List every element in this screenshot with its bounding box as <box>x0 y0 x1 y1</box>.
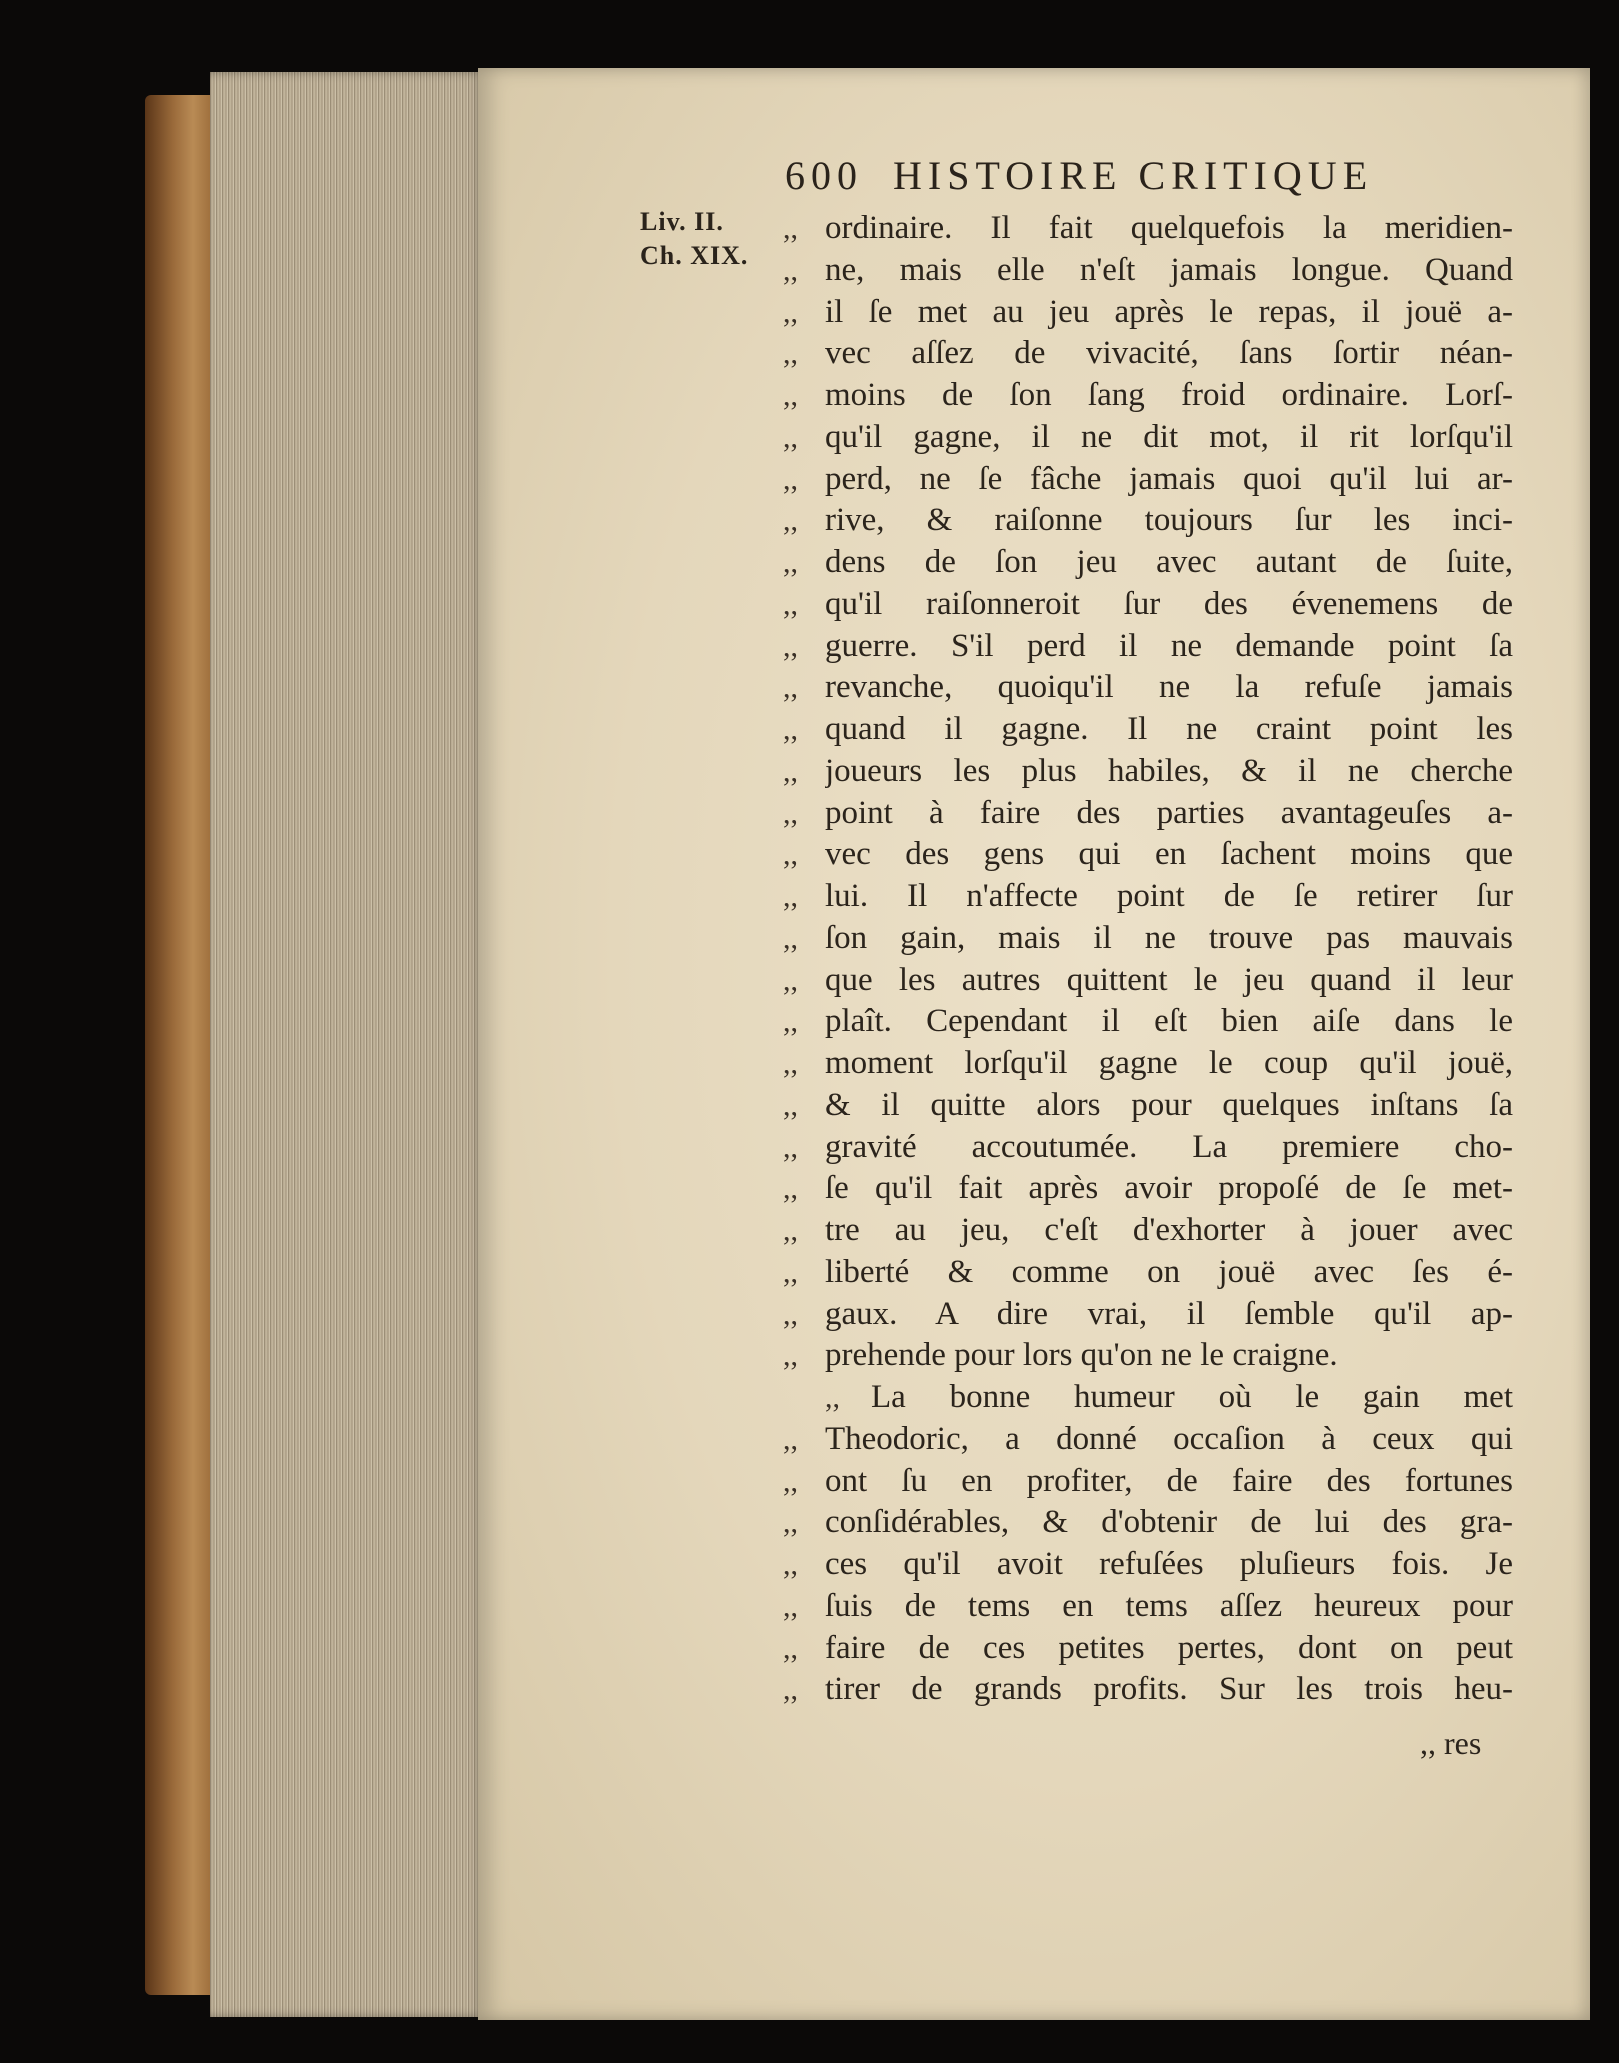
line-text: ont ſu en profiter, de faire des fortunes <box>825 1462 1513 1499</box>
quote-mark: ,, <box>783 546 798 579</box>
text-line <box>783 876 1513 918</box>
line-text: tirer de grands profits. Sur les trois heu- <box>825 1671 1513 1708</box>
quote-mark: ,, <box>783 253 798 287</box>
line-text: Theodoric, a donné occaſion à ceux qui <box>825 1420 1513 1457</box>
quote-mark: ,, <box>783 1548 798 1581</box>
quote-mark: ,, <box>783 754 798 788</box>
text-line <box>783 1085 1513 1127</box>
quote-mark: ,, <box>783 713 798 746</box>
text-line <box>783 542 1513 584</box>
line-text: vec aſſez de vivacité, ſans ſortir néan- <box>825 335 1513 372</box>
line-text: qu'il raiſonneroit ſur des évenemens de <box>825 585 1513 622</box>
quote-mark: ,, <box>783 796 798 830</box>
page-number: 600 <box>785 153 863 198</box>
quote-mark: ,, <box>783 295 798 329</box>
quote-mark: ,, <box>783 963 798 997</box>
text-line <box>783 1210 1513 1252</box>
quote-mark: ,, <box>783 1631 798 1665</box>
line-text: gaux. A dire vrai, il ſemble qu'il ap- <box>825 1295 1513 1332</box>
line-text: ne, mais elle n'eſt jamais longue. Quand <box>825 251 1513 288</box>
text-line <box>783 1335 1513 1377</box>
line-text: il ſe met au jeu après le repas, il jouë a- <box>825 293 1513 330</box>
quote-mark: ,, <box>783 921 798 955</box>
line-text: moment lorſqu'il gagne le coup qu'il jouë, <box>825 1045 1513 1081</box>
text-line <box>783 1544 1513 1586</box>
line-text: faire de ces petites pertes, dont on peut <box>825 1629 1513 1666</box>
margin-note <box>640 205 780 273</box>
line-text: dens de ſon jeu avec autant de ſuite, <box>825 544 1513 580</box>
quote-mark: ,, <box>783 1047 798 1080</box>
quote-mark: ,, <box>783 212 798 245</box>
body-text <box>783 208 1513 1711</box>
text-line <box>783 1586 1513 1628</box>
text-line <box>783 208 1513 250</box>
line-text: ſon gain, mais il ne trouve pas mauvais <box>825 919 1513 956</box>
line-text: guerre. S'il perd il ne demande point ſa <box>825 627 1513 664</box>
line-text: prehende pour lors qu'on ne le craigne. <box>825 1337 1338 1374</box>
text-line <box>783 375 1513 417</box>
line-text: ordinaire. Il fait quelquefois la meridien- <box>825 210 1513 246</box>
line-text: ſe qu'il fait après avoir propoſé de ſe met- <box>825 1170 1513 1207</box>
quote-mark: ,, <box>783 1673 798 1707</box>
text-line <box>783 960 1513 1002</box>
quote-mark: ,, <box>783 1464 798 1498</box>
quote-mark: ,, <box>783 587 798 621</box>
quote-mark: ,, <box>783 420 798 454</box>
text-line <box>783 500 1513 542</box>
line-text: gravité accoutumée. La premiere cho- <box>825 1128 1513 1165</box>
text-line <box>783 333 1513 375</box>
line-text: perd, ne ſe fâche jamais quoi qu'il lui ar- <box>825 460 1513 497</box>
quote-mark: ,, <box>783 1172 798 1206</box>
quote-mark: ,, <box>783 1297 798 1331</box>
quote-mark: ,, <box>783 1339 798 1373</box>
line-text: La bonne humeur où le gain met <box>871 1379 1513 1415</box>
quote-mark: ,, <box>783 1255 798 1289</box>
quote-mark: ,, <box>783 1005 798 1039</box>
text-line <box>783 918 1513 960</box>
line-text: quand il gagne. Il ne craint point les <box>825 711 1513 747</box>
line-text: & il quitte alors pour quelques inſtans ſa <box>825 1086 1513 1123</box>
text-line <box>783 751 1513 793</box>
line-text: plaît. Cependant il eſt bien aiſe dans le <box>825 1003 1513 1040</box>
text-line <box>783 1043 1513 1085</box>
line-text: qu'il gagne, il ne dit mot, il rit lorſqu'il <box>825 418 1513 455</box>
text-line <box>783 459 1513 501</box>
quote-mark: ,, <box>783 504 798 538</box>
text-line <box>783 834 1513 876</box>
quote-mark: ,, <box>783 1214 798 1247</box>
quote-mark: ,, <box>783 671 798 705</box>
margin-note-chapter: Ch. XIX. <box>640 241 749 270</box>
line-text: point à faire des parties avantageuſes a- <box>825 794 1513 831</box>
quote-mark: ,, <box>783 1088 798 1122</box>
line-text: joueurs les plus habiles, & il ne cherche <box>825 752 1513 789</box>
page-edges <box>210 72 485 2017</box>
text-line <box>783 584 1513 626</box>
text-line <box>783 1168 1513 1210</box>
text-line <box>783 667 1513 709</box>
text-line <box>783 1377 1513 1419</box>
quote-mark: ,, <box>783 838 798 872</box>
text-line <box>783 709 1513 751</box>
running-title: HISTOIRE CRITIQUE <box>893 153 1374 198</box>
quote-mark: ,, <box>783 379 798 412</box>
text-line <box>783 1419 1513 1461</box>
running-head <box>785 152 1425 202</box>
line-text: que les autres quittent le jeu quand il leur <box>825 961 1513 998</box>
text-line <box>783 1502 1513 1544</box>
line-text: ces qu'il avoit refuſées pluſieurs fois. Je <box>825 1546 1513 1582</box>
text-line <box>783 1669 1513 1711</box>
text-line <box>783 417 1513 459</box>
quote-mark: ,, <box>783 1506 798 1540</box>
line-text: moins de ſon ſang froid ordinaire. Lorſ- <box>825 377 1513 413</box>
text-line <box>783 1127 1513 1169</box>
line-text: rive, & raiſonne toujours ſur les inci- <box>825 502 1513 539</box>
quote-mark: ,, <box>783 462 798 496</box>
line-text: tre au jeu, c'eſt d'exhorter à jouer avec <box>825 1212 1513 1248</box>
text-line <box>783 250 1513 292</box>
line-text: vec des gens qui en ſachent moins que <box>825 836 1513 873</box>
line-text: ſuis de tems en tems aſſez heureux pour <box>825 1587 1513 1624</box>
text-line <box>783 1628 1513 1670</box>
text-line <box>783 1252 1513 1294</box>
line-text: conſidérables, & d'obtenir de lui des gra- <box>825 1504 1513 1541</box>
text-line <box>783 292 1513 334</box>
text-line <box>783 1001 1513 1043</box>
quote-mark: ,, <box>783 1589 798 1623</box>
line-text: revanche, quoiqu'il ne la refuſe jamais <box>825 669 1513 706</box>
text-line <box>783 1461 1513 1503</box>
text-line <box>783 626 1513 668</box>
text-line <box>783 1294 1513 1336</box>
quote-mark: ,, <box>783 1422 798 1456</box>
catchword: ,, res <box>1420 1725 1482 1761</box>
line-text: liberté & comme on jouë avec ſes é- <box>825 1253 1513 1290</box>
quote-mark: ,, <box>825 1381 840 1414</box>
line-text: lui. Il n'affecte point de ſe retirer ſur <box>825 878 1513 914</box>
quote-mark: ,, <box>783 337 798 371</box>
quote-mark: ,, <box>783 880 798 913</box>
margin-note-book: Liv. II. <box>640 207 724 236</box>
text-line <box>783 793 1513 835</box>
quote-mark: ,, <box>783 1130 798 1164</box>
quote-mark: ,, <box>783 629 798 663</box>
